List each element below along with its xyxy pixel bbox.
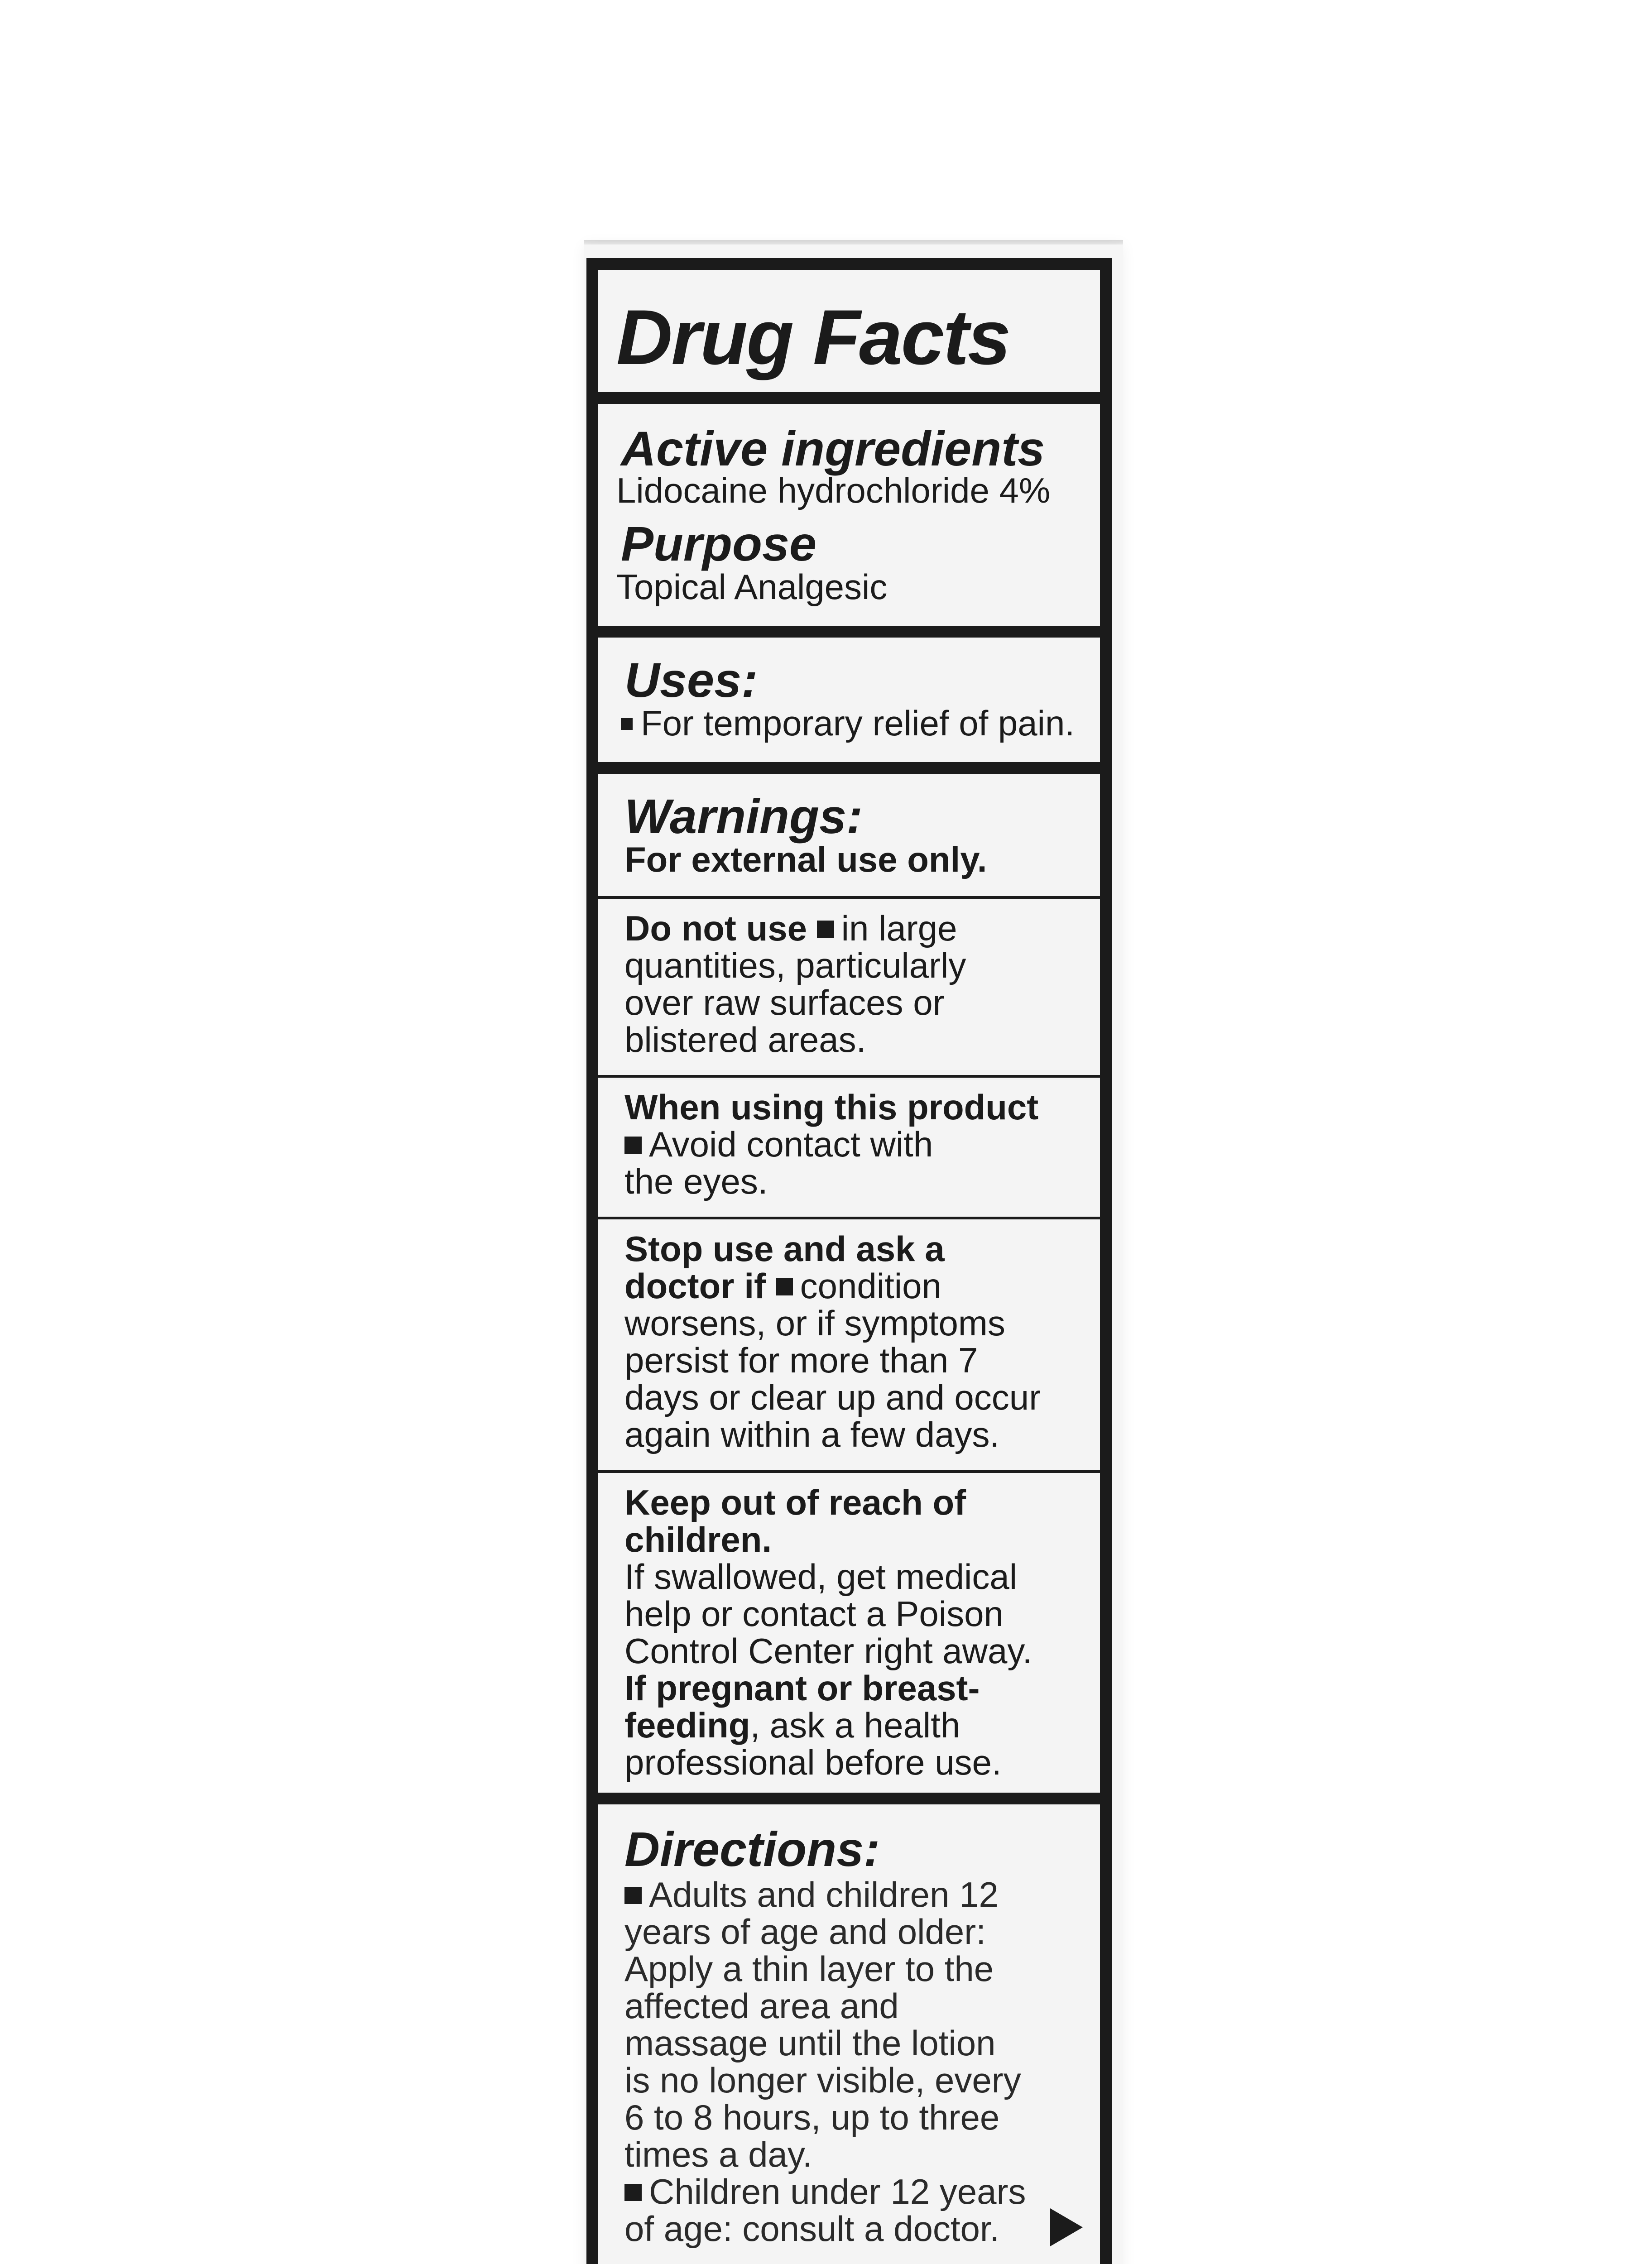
uses-item	[621, 705, 1075, 742]
uses-heading: Uses:	[624, 652, 758, 707]
stop-use-label: Stop use and ask a	[624, 1229, 945, 1269]
stop-use-section	[624, 1230, 1041, 1453]
uses-box	[598, 638, 1100, 762]
directions-line: affected area and	[624, 1986, 899, 2026]
active-ingredients-box	[598, 404, 1100, 626]
continue-arrow-icon	[1050, 2208, 1083, 2246]
directions-line: massage until the lotion	[624, 2023, 996, 2063]
warnings-heading: Warnings:	[624, 789, 863, 844]
active-ingredients-heading: Active ingredients	[621, 421, 1045, 476]
when-using-line: Avoid contact with	[649, 1124, 933, 1164]
keep-out-line: Control Center right away.	[624, 1631, 1032, 1671]
do-not-use-line: over raw surfaces or	[624, 983, 945, 1022]
square-bullet-icon	[624, 2184, 642, 2201]
stop-use-line: worsens, or if symptoms	[624, 1303, 1005, 1343]
divider	[598, 1470, 1100, 1473]
directions-line: Adults and children 12	[649, 1875, 999, 1914]
active-ingredient-value: Lidocaine hydrochloride 4%	[616, 470, 1051, 510]
square-bullet-icon	[817, 921, 834, 938]
warnings-box	[598, 774, 1100, 1793]
square-bullet-icon	[621, 718, 633, 730]
directions-box	[598, 1804, 1100, 2264]
stop-use-line: persist for more than 7	[624, 1340, 978, 1380]
title-box	[598, 270, 1100, 392]
pregnant-line: , ask a health	[750, 1705, 960, 1745]
square-bullet-icon	[624, 1887, 642, 1904]
directions-line: 6 to 8 hours, up to three	[624, 2097, 1000, 2137]
when-using-section	[624, 1089, 1038, 1200]
drug-facts-panel	[586, 258, 1112, 2264]
square-bullet-icon	[624, 1137, 642, 1154]
when-using-label: When using this product	[624, 1087, 1039, 1127]
keep-out-line: help or contact a Poison	[624, 1594, 1004, 1634]
divider	[598, 896, 1100, 899]
do-not-use-section	[624, 910, 966, 1058]
do-not-use-line: blistered areas.	[624, 1020, 866, 1060]
directions-line: of age: consult a doctor.	[624, 2209, 1000, 2249]
keep-out-line: If swallowed, get medical	[624, 1557, 1018, 1597]
keep-out-section	[624, 1484, 1032, 1781]
do-not-use-label: Do not use	[624, 908, 807, 948]
when-using-line: the eyes.	[624, 1161, 768, 1201]
square-bullet-icon	[776, 1278, 793, 1295]
external-use-text: For external use only.	[624, 839, 987, 879]
divider	[598, 1075, 1100, 1078]
pregnant-line: professional before use.	[624, 1742, 1002, 1782]
stop-use-line: again within a few days.	[624, 1415, 1000, 1454]
directions-line: Apply a thin layer to the	[624, 1949, 994, 1989]
directions-line: Children under 12 years	[649, 2172, 1026, 2211]
directions-heading: Directions:	[624, 1822, 880, 1876]
stop-use-line: condition	[800, 1266, 941, 1306]
directions-line: is no longer visible, every	[624, 2060, 1021, 2100]
divider	[598, 1217, 1100, 1219]
uses-item-text: For temporary relief of pain.	[641, 703, 1075, 743]
keep-out-label: Keep out of reach of	[624, 1482, 966, 1522]
pregnant-label: If pregnant or breast-	[624, 1668, 980, 1708]
do-not-use-line: quantities, particularly	[624, 945, 966, 985]
purpose-value: Topical Analgesic	[616, 567, 888, 607]
stop-use-line: days or clear up and occur	[624, 1377, 1041, 1417]
directions-line: times a day.	[624, 2134, 812, 2174]
directions-text	[624, 1876, 1026, 2247]
pregnant-label: feeding	[624, 1705, 750, 1745]
drug-facts-title: Drug Facts	[616, 294, 1010, 381]
stop-use-label: doctor if	[624, 1266, 766, 1306]
purpose-heading: Purpose	[621, 516, 817, 571]
do-not-use-line: in large	[841, 908, 957, 948]
keep-out-label: children.	[624, 1520, 772, 1559]
directions-line: years of age and older:	[624, 1912, 986, 1952]
